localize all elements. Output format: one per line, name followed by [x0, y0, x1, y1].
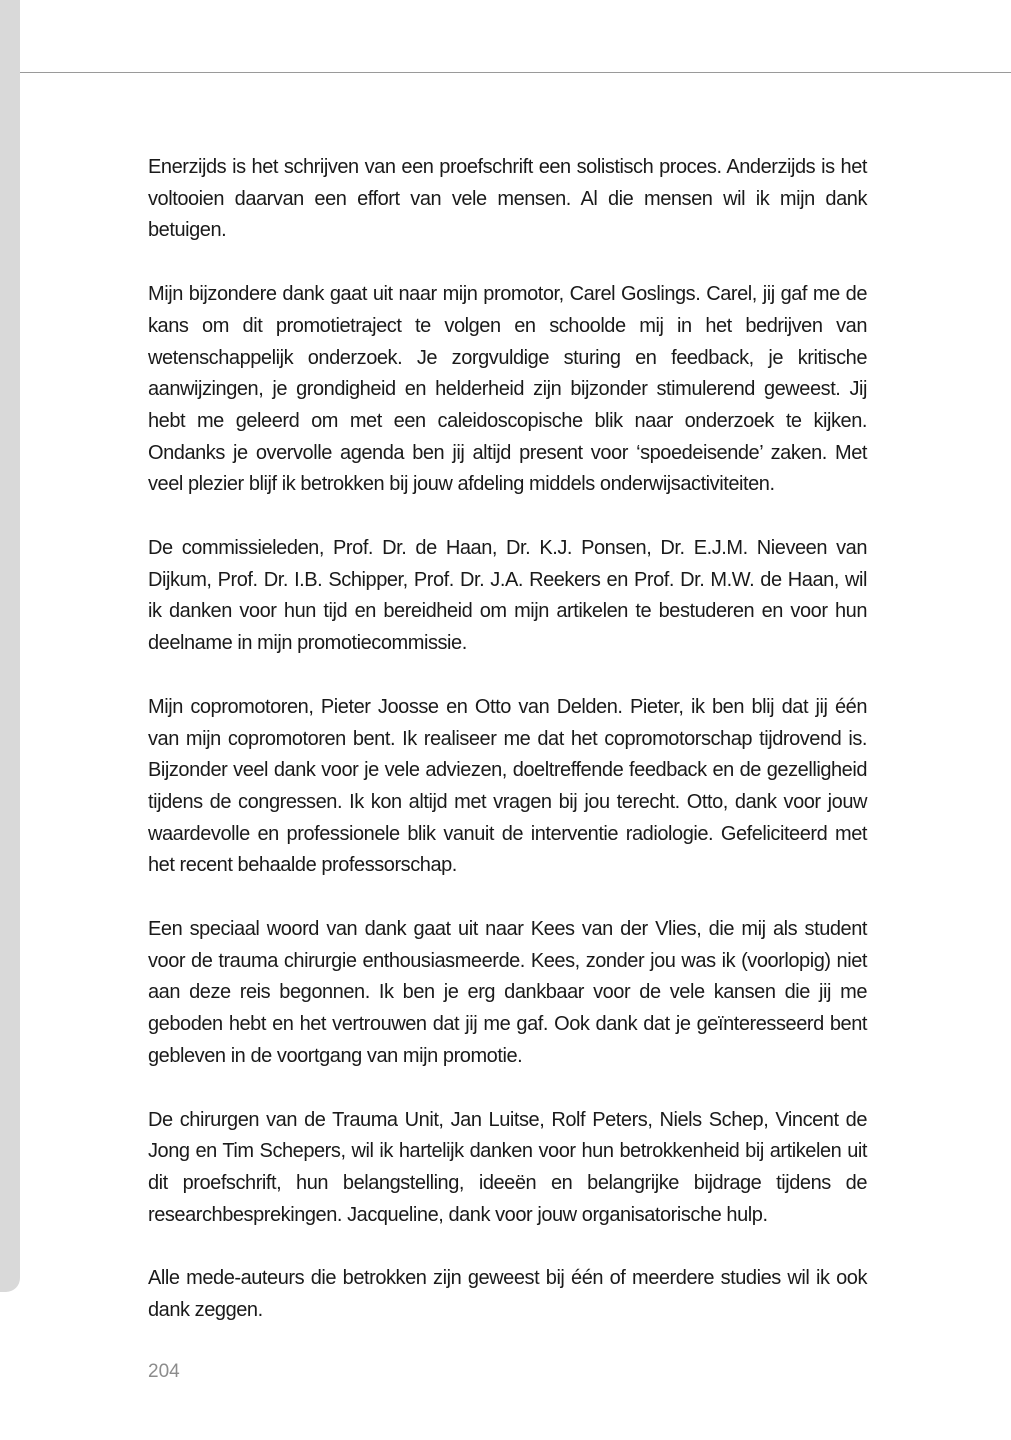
paragraph-mentor: Een speciaal woord van dank gaat uit naar Kees van der Vlies, die mij als student voor de trauma chirurgie enthousiasmeerde. Kees, zonder jou was ik (voorlopig) niet aan deze reis begonnen. Ik ben je erg dankbaar voor de vele kansen die jij me geboden hebt en het vertrouwen dat jij me gaf. Ook dank dat je geïnteresseerd bent gebleven in de voortgang van mijn promotie.: [148, 918, 867, 1067]
header-rule: [20, 72, 1011, 73]
paragraph-commission: De commissieleden, Prof. Dr. de Haan, Dr. K.J. Ponsen, Dr. E.J.M. Nieveen van Dijkum, Prof. Dr. I.B. Schipper, Prof. Dr. J.A. Reekers en Prof. Dr. M.W. de Haan, wil ik danken voor hun tijd en bereidheid om mijn artikelen te bestuderen en voor hun deelname in mijn promotiecommissie.: [148, 537, 867, 655]
page-number: 204: [148, 1361, 180, 1382]
paragraph-coauthors: Alle mede-auteurs die betrokken zijn geweest bij één of meerdere studies wil ik ook dank zeggen.: [148, 1267, 867, 1322]
side-tab: [0, 0, 20, 1292]
paragraph-promotor: Mijn bijzondere dank gaat uit naar mijn promotor, Carel Goslings. Carel, jij gaf me de kans om dit promotietraject te volgen en schoolde mij in het bedrijven van wetenschappelijk onderzoek. Je zorgvuldige sturing en feedback, je kritische aanwijzingen, je grondigheid en helderheid zijn bijzonder stimulerend geweest. Jij hebt me geleerd om met een caleidoscopische blik naar onderzoek te kijken. Ondanks je overvolle agenda ben jij altijd present voor ‘spoedeisende’ zaken. Met veel plezier blijf ik betrokken bij jouw afdeling middels onderwijsactiviteiten.: [148, 283, 867, 496]
paragraph-trauma-unit: De chirurgen van de Trauma Unit, Jan Luitse, Rolf Peters, Niels Schep, Vincent de Jong en Tim Schepers, wil ik hartelijk danken voor hun betrokkenheid bij artikelen uit dit proefschrift, hun belangstelling, ideeën en belangrijke bijdrage tijdens de researchbesprekingen. Jacqueline, dank voor jouw organisatorische hulp.: [148, 1108, 867, 1226]
paragraph-intro: Enerzijds is het schrijven van een proefschrift een solistisch proces. Anderzijds is het voltooien daarvan een effort van vele mensen. Al die mensen wil ik mijn dank betuigen.: [148, 156, 867, 242]
body-text: [148, 152, 867, 1359]
paragraph-copromotors: Mijn copromotoren, Pieter Joosse en Otto van Delden. Pieter, ik ben blij dat jij één van mijn copromotoren bent. Ik realiseer me dat het copromotorschap tijdrovend is. Bijzonder veel dank voor je vele adviezen, doeltreffende feedback en de gezelligheid tijdens de congressen. Ik kon altijd met vragen bij jou terecht. Otto, dank voor jouw waardevolle en professionele blik vanuit de interventie radiologie. Gefeliciteerd met het recent behaalde professorschap.: [148, 695, 867, 877]
